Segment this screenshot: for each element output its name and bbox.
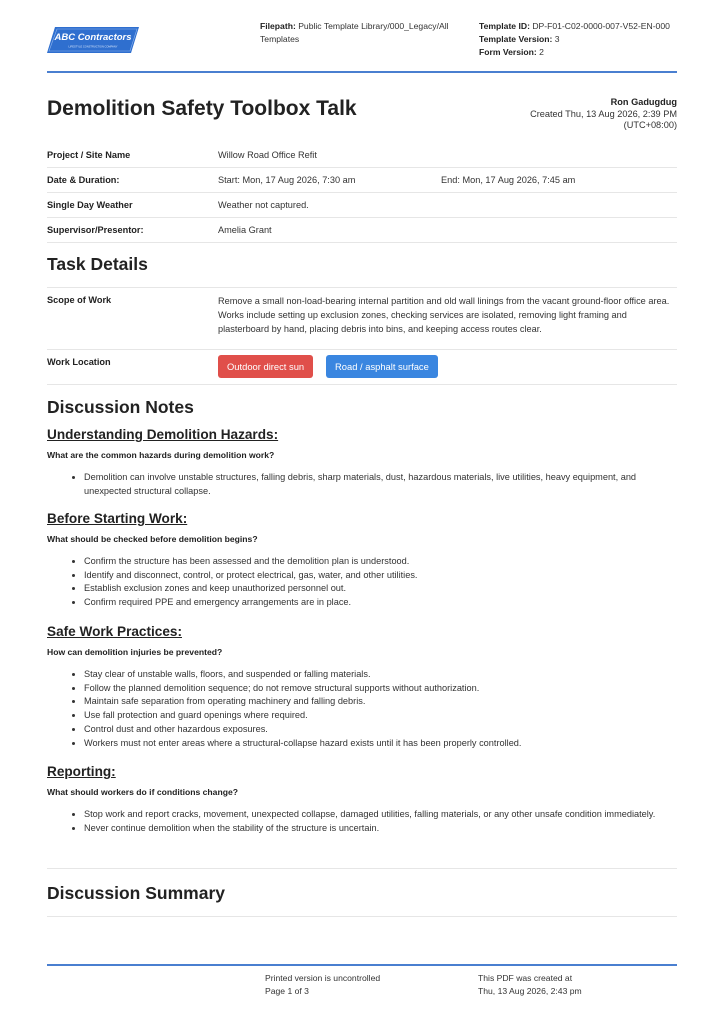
uncontrolled-note: Printed version is uncontrolled — [265, 973, 381, 983]
section-title: Safe Work Practices: — [47, 624, 182, 639]
footer-divider — [47, 964, 677, 966]
company-logo — [47, 27, 139, 53]
template-version-label: Template Version: — [479, 34, 553, 44]
weather-label: Single Day Weather — [47, 200, 133, 210]
location-row — [47, 350, 677, 385]
section-title: Understanding Demolition Hazards: — [47, 427, 279, 442]
list-item: • Workers must not enter areas where a structural-collapse hazard exists until it has been properly controlled. — [84, 737, 677, 751]
task-details-table — [47, 287, 677, 385]
project-label: Project / Site Name — [47, 150, 131, 160]
template-id: DP-F01-C02-0000-007-V52-EN-000 — [532, 21, 670, 31]
discussion-summary-heading: Discussion Summary — [47, 883, 225, 903]
start-time: Start: Mon, 17 Aug 2026, 7:30 am — [218, 175, 356, 185]
section-reporting — [47, 764, 677, 835]
info-row-project — [47, 143, 677, 168]
divider — [47, 868, 677, 869]
list-item: • Never continue demolition when the stability of the structure is uncertain. — [84, 822, 677, 836]
supervisor-value: Amelia Grant — [218, 225, 272, 235]
section-list — [47, 808, 677, 835]
list-item: • Stop work and report cracks, movement, unexpected collapse, damaged utilities, falling materials, or any other unsafe condition immediately. — [84, 808, 677, 822]
list-item: • Confirm required PPE and emergency arrangements are in place. — [84, 596, 677, 610]
divider — [47, 916, 677, 917]
template-id-label: Template ID: — [479, 21, 530, 31]
section-title: Reporting: — [47, 764, 116, 779]
form-version: 2 — [539, 47, 544, 57]
template-version: 3 — [554, 34, 560, 44]
author-block — [530, 97, 677, 132]
created-date: Created Thu, 13 Aug 2026, 2:39 PM — [530, 108, 677, 119]
filepath-label: Filepath: — [260, 21, 296, 31]
section-title: Before Starting Work: — [47, 511, 188, 526]
template-meta — [479, 20, 679, 59]
list-item: • Identify and disconnect, control, or protect electrical, gas, water, and other utilities. — [84, 569, 677, 583]
header-divider — [47, 71, 677, 73]
section-question: What should be checked before demolition begins? — [47, 534, 258, 544]
list-item: • Confirm the structure has been assessed and the demolition plan is understood. — [84, 555, 677, 569]
scope-text: Remove a small non-load-bearing internal partition and old wall linings from the vacant ground-floor office area. Works include setting up exclusion zones, checking services are isolated, removing light framing and plasterboard by hand, placing debris into bins, and keeping access routes clear. — [218, 296, 670, 334]
logo-tagline: LIFESTYLE CONSTRUCTION COMPANY — [68, 45, 118, 49]
section-question: What are the common hazards during demolition work? — [47, 450, 275, 460]
info-row-weather — [47, 193, 677, 218]
pdf-created-label: This PDF was created at — [478, 973, 573, 983]
logo-text: ABC Contractors — [54, 32, 132, 43]
list-item: • Control dust and other hazardous exposures. — [84, 723, 677, 737]
page-number: Page 1 of 3 — [265, 986, 309, 996]
page-title: Demolition Safety Toolbox Talk — [47, 97, 357, 120]
footer-print-info — [265, 972, 380, 998]
weather-value: Weather not captured. — [218, 200, 309, 210]
section-list — [47, 471, 677, 498]
list-item: • Establish exclusion zones and keep unauthorized personnel out. — [84, 582, 677, 596]
location-chip-road-surface: Road / asphalt surface — [326, 355, 438, 378]
task-details-heading: Task Details — [47, 254, 148, 274]
form-version-label: Form Version: — [479, 47, 537, 57]
created-timezone: (UTC+08:00) — [623, 120, 677, 130]
section-list — [47, 555, 677, 610]
filepath-value: Public Template Library/000_Legacy/All — [298, 21, 449, 31]
section-list — [47, 668, 677, 750]
pdf-created-date: Thu, 13 Aug 2026, 2:43 pm — [478, 986, 582, 996]
list-item: • Demolition can involve unstable structures, falling debris, sharp materials, dust, hazardous materials, live utilities, heavy equipment, and unexpected structural collapse. — [84, 471, 677, 498]
end-time: End: Mon, 17 Aug 2026, 7:45 am — [441, 175, 576, 185]
info-table — [47, 143, 677, 243]
project-value: Willow Road Office Refit — [218, 150, 317, 160]
date-label: Date & Duration: — [47, 175, 120, 185]
section-understanding-hazards — [47, 427, 677, 498]
section-safe-work-practices — [47, 624, 677, 750]
location-chip-outdoor-sun: Outdoor direct sun — [218, 355, 313, 378]
filepath-block — [260, 20, 460, 46]
section-before-starting — [47, 511, 677, 610]
location-label: Work Location — [47, 357, 111, 367]
page-header — [47, 18, 677, 70]
info-row-date — [47, 168, 677, 193]
footer-created-info — [478, 972, 582, 998]
author-name: Ron Gadugdug — [610, 97, 677, 107]
list-item: • Use fall protection and guard openings where required. — [84, 709, 677, 723]
info-row-supervisor — [47, 218, 677, 243]
list-item: • Follow the planned demolition sequence; do not remove structural supports without authorization. — [84, 682, 677, 696]
list-item: • Maintain safe separation from operating machinery and falling debris. — [84, 695, 677, 709]
scope-label: Scope of Work — [47, 295, 112, 305]
section-question: How can demolition injuries be prevented? — [47, 647, 223, 657]
scope-row — [47, 288, 677, 350]
filepath-value-cont: Templates — [260, 34, 300, 44]
section-question: What should workers do if conditions change? — [47, 787, 238, 797]
document-page — [47, 0, 677, 1024]
supervisor-label: Supervisor/Presentor: — [47, 225, 144, 235]
discussion-notes-heading: Discussion Notes — [47, 397, 194, 417]
list-item: • Stay clear of unstable walls, floors, and suspended or falling materials. — [84, 668, 677, 682]
